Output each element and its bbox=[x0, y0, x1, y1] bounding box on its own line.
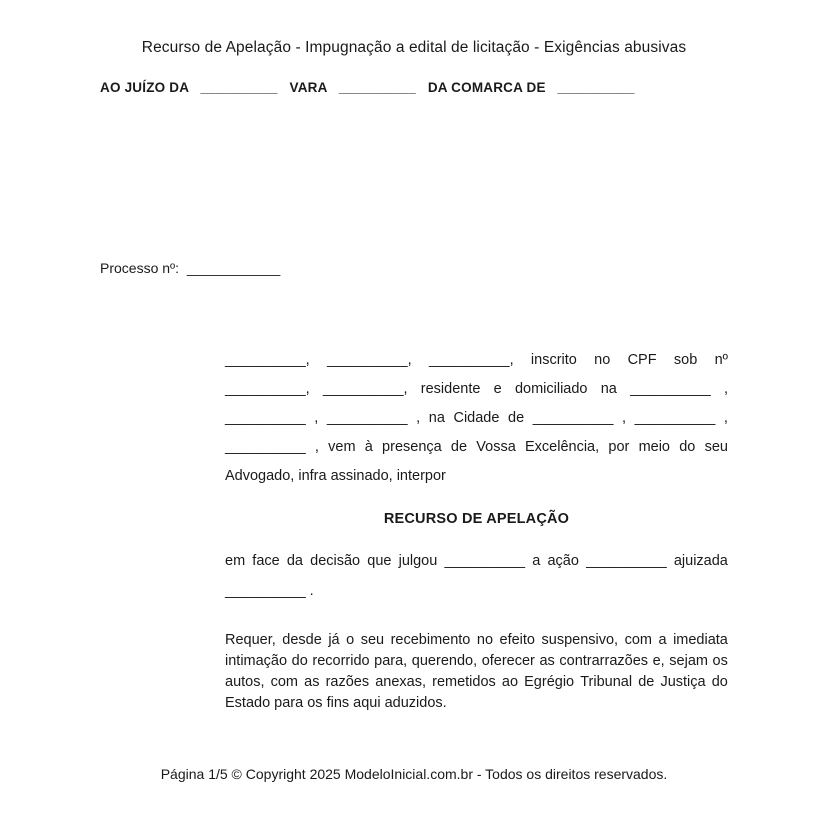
court-address-line: AO JUÍZO DA __________ VARA __________ DA COMARCA DE __________ bbox=[100, 80, 635, 95]
request-line: Requer, desde já o seu recebimento no efeito suspensivo, com a imediata bbox=[225, 632, 728, 648]
page-footer: Página 1/5 © Copyright 2025 ModeloInicial.com.br - Todos os direitos reservados. bbox=[160, 766, 668, 782]
qualification-line: __________, __________, residente e domiciliado na __________ , bbox=[225, 381, 728, 397]
request-line: Estado para os fins aqui aduzidos. bbox=[225, 695, 447, 711]
section-heading: RECURSO DE APELAÇÃO bbox=[383, 511, 570, 527]
request-paragraph bbox=[225, 630, 728, 714]
qualification-line: __________ , __________ , na Cidade de __________ , __________ , bbox=[225, 410, 728, 426]
request-line: autos, com as razões anexas, remetidos ao Egrégio Tribunal de Justiça do bbox=[225, 674, 728, 690]
appeal-paragraph bbox=[225, 546, 728, 606]
qualification-paragraph bbox=[225, 346, 728, 491]
qualification-line: __________ , vem à presença de Vossa Excelência, por meio do seu bbox=[225, 439, 728, 455]
qualification-line: Advogado, infra assinado, interpor bbox=[225, 468, 446, 484]
request-line: intimação do recorrido para, querendo, oferecer as contrarrazões e, sejam os bbox=[225, 653, 728, 669]
appeal-line: em face da decisão que julgou __________ a ação __________ ajuizada bbox=[225, 553, 728, 569]
process-number-line: Processo nº: ____________ bbox=[100, 260, 281, 276]
appeal-line: __________ . bbox=[225, 583, 314, 599]
page-title: Recurso de Apelação - Impugnação a edital de licitação - Exigências abusivas bbox=[141, 39, 687, 56]
qualification-line: __________, __________, __________, inscrito no CPF sob nº bbox=[225, 352, 728, 368]
